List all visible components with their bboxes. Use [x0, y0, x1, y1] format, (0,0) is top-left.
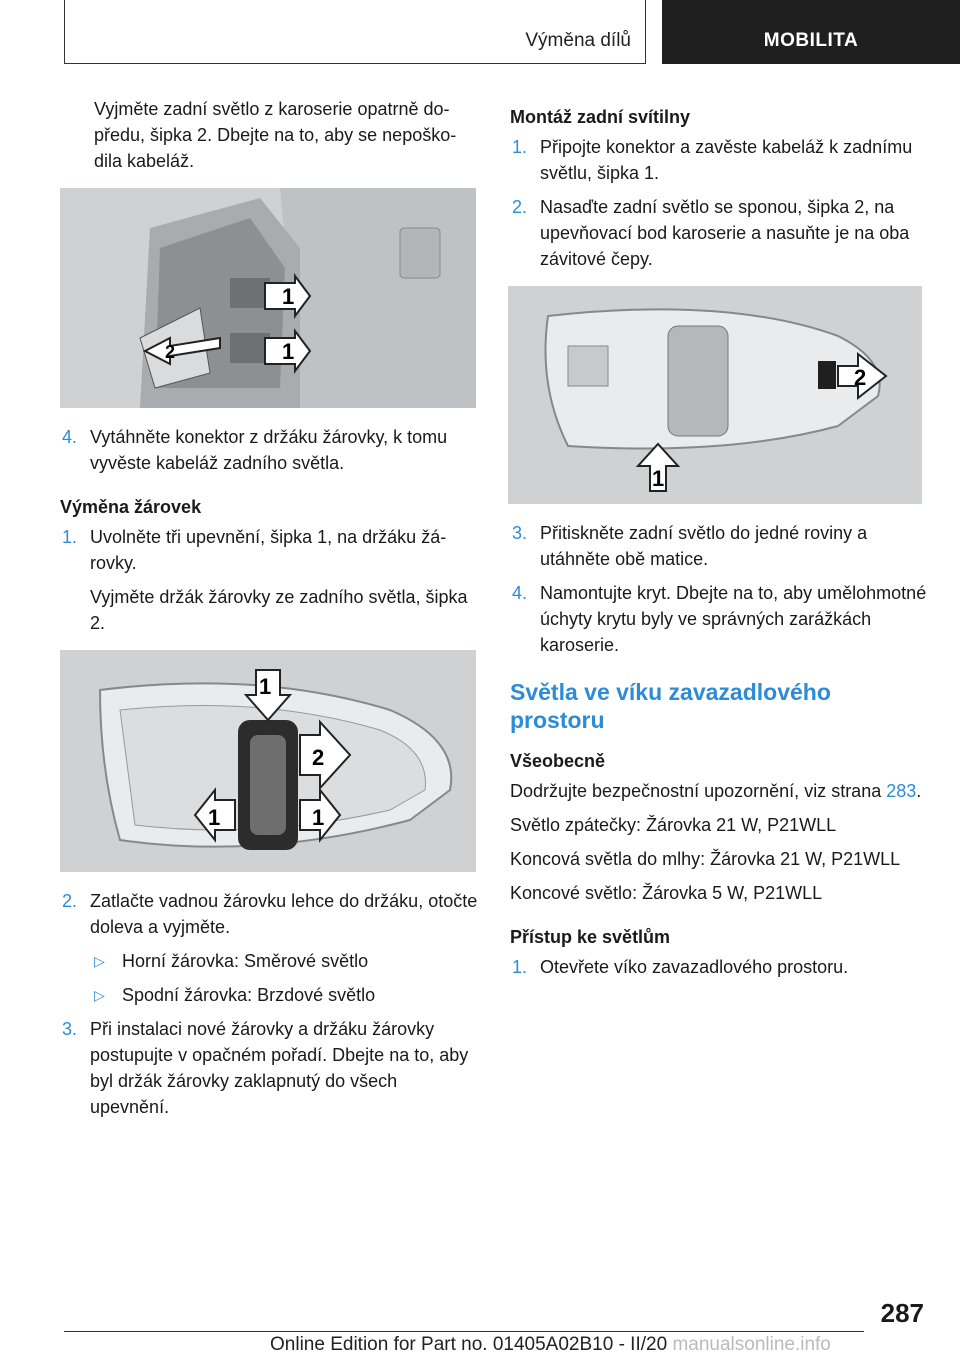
- bullet-lower-bulb: [60, 982, 478, 1008]
- page-header: [64, 0, 960, 66]
- footer-edition: [270, 1334, 831, 1356]
- bulb-holder-illustration: [60, 650, 476, 872]
- step-number: 2.: [512, 197, 528, 217]
- fig2-label-d: 1: [312, 805, 325, 830]
- step-2-push-bulb: [60, 888, 478, 940]
- left-column: [60, 96, 478, 1128]
- fig2-label-a: 1: [259, 674, 272, 699]
- heading-rear-light-install: Montáž zadní svítilny: [510, 107, 691, 127]
- spec-tail-light: Koncové světlo: Žárovka 5 W, P21WLL: [510, 883, 823, 903]
- step-number: 2.: [62, 891, 78, 911]
- section-badge: MOBILITA: [662, 0, 960, 64]
- step-text: Vytáhněte konektor z držáku žárovky, k tomu vyvěste kabeláž zadního světla.: [90, 427, 448, 473]
- general-text: Dodržujte bezpečnostní upozornění, viz strana: [510, 781, 882, 801]
- heading-general: Všeobecně: [510, 751, 606, 771]
- step-number: 3.: [512, 523, 528, 543]
- step-text: Otevřete víko zavazadlového prostoru.: [540, 957, 849, 977]
- step-1-continuation: Vyjměte držák žárovky ze zadního světla, šipka 2.: [90, 587, 468, 633]
- step-1-open-tailgate: [510, 954, 928, 980]
- step-number: 3.: [62, 1019, 78, 1039]
- bullet-text: Spodní žárovka: Brzdové světlo: [122, 985, 376, 1005]
- chapter-title: Výměna dílů: [64, 0, 646, 64]
- step-number: 4.: [512, 583, 528, 603]
- general-paragraph: Dodržujte bezpečnostní upozornění, viz strana 283.: [510, 781, 922, 801]
- step-4-remove-connector: [60, 424, 478, 476]
- triangle-bullet-icon: ▷: [94, 987, 105, 1003]
- step-text: Přitiskněte zadní světlo do jedné roviny a utáhněte obě matice.: [540, 523, 868, 569]
- bullet-upper-bulb: [60, 948, 478, 974]
- right-column: [510, 96, 928, 988]
- fig2-label-b: 2: [312, 745, 325, 770]
- step-3-install: [60, 1016, 478, 1120]
- step-text: Nasaďte zadní světlo se sponou, šipka 2, na upevňovací bod karoserie a nasuňte je na oba závitové čepy.: [540, 197, 910, 269]
- page-number: 287: [880, 1298, 924, 1328]
- step-4-mount-cover: [510, 580, 928, 658]
- section-title-tailgate-lights: Světla ve víku zavazadlového prostoru: [510, 679, 831, 733]
- step-2-attach-light: [510, 194, 928, 272]
- figure-rear-light-mount: [508, 286, 922, 504]
- step-text: Uvolněte tři upevnění, šipka 1, na držáku žárovky.: [90, 527, 447, 573]
- fig1-label-a: 1: [282, 284, 295, 309]
- step-1-release-fasteners: [60, 524, 478, 576]
- fig2-label-c: 1: [208, 805, 221, 830]
- footer-divider: [64, 1331, 864, 1332]
- fig3-label-b: 1: [652, 466, 665, 491]
- heading-bulb-replacement: Výměna žárovek: [60, 497, 202, 517]
- step-number: 1.: [512, 957, 528, 977]
- edition-text: Online Edition for Part no. 01405A02B10 - II/20: [270, 1334, 668, 1355]
- watermark-text: manualsonline.info: [672, 1334, 831, 1355]
- step-text: Připojte konektor a zavěste kabeláž k zadnímu světlu, šipka 1.: [540, 137, 913, 183]
- page-reference-link[interactable]: 283: [886, 781, 917, 801]
- step-text: Zatlačte vadnou žárovku lehce do držáku, otočte doleva a vyjměte.: [90, 891, 478, 937]
- bullet-text: Horní žárovka: Směrové světlo: [122, 951, 369, 971]
- rear-light-body-illustration: [60, 188, 476, 408]
- rear-light-mount-illustration: [508, 286, 922, 504]
- step-3-press-light: [510, 520, 928, 572]
- figure-bulb-holder: [60, 650, 476, 872]
- step-text: Namontujte kryt. Dbejte na to, aby umělohmotné úchyty krytu byly ve správných zarážkách karoserie.: [540, 583, 927, 655]
- intro-paragraph: Vyjměte zadní světlo z karoserie opatrně dopředu, šipka 2. Dbejte na to, aby se nepoškodila kabeláž.: [94, 99, 457, 171]
- fig3-label-a: 2: [854, 365, 867, 390]
- step-number: 1.: [62, 527, 78, 547]
- triangle-bullet-icon: ▷: [94, 953, 105, 969]
- spec-fog-lights: Koncová světla do mlhy: Žárovka 21 W, P21WLL: [510, 849, 901, 869]
- step-text: Při instalaci nové žárovky a držáku žárovky postupujte v opačném pořadí. Dbejte na to, aby byl držák žárovky zaklapnutý do všech upevnění.: [90, 1019, 469, 1117]
- heading-access-lights: Přístup ke světlům: [510, 927, 671, 947]
- step-1-connect-connector: [510, 134, 928, 186]
- fig1-label-c: 2: [165, 342, 176, 362]
- figure-rear-light-body: [60, 188, 476, 408]
- fig1-label-b: 1: [282, 339, 295, 364]
- step-number: 1.: [512, 137, 528, 157]
- spec-reversing-light: Světlo zpátečky: Žárovka 21 W, P21WLL: [510, 815, 837, 835]
- step-number: 4.: [62, 427, 78, 447]
